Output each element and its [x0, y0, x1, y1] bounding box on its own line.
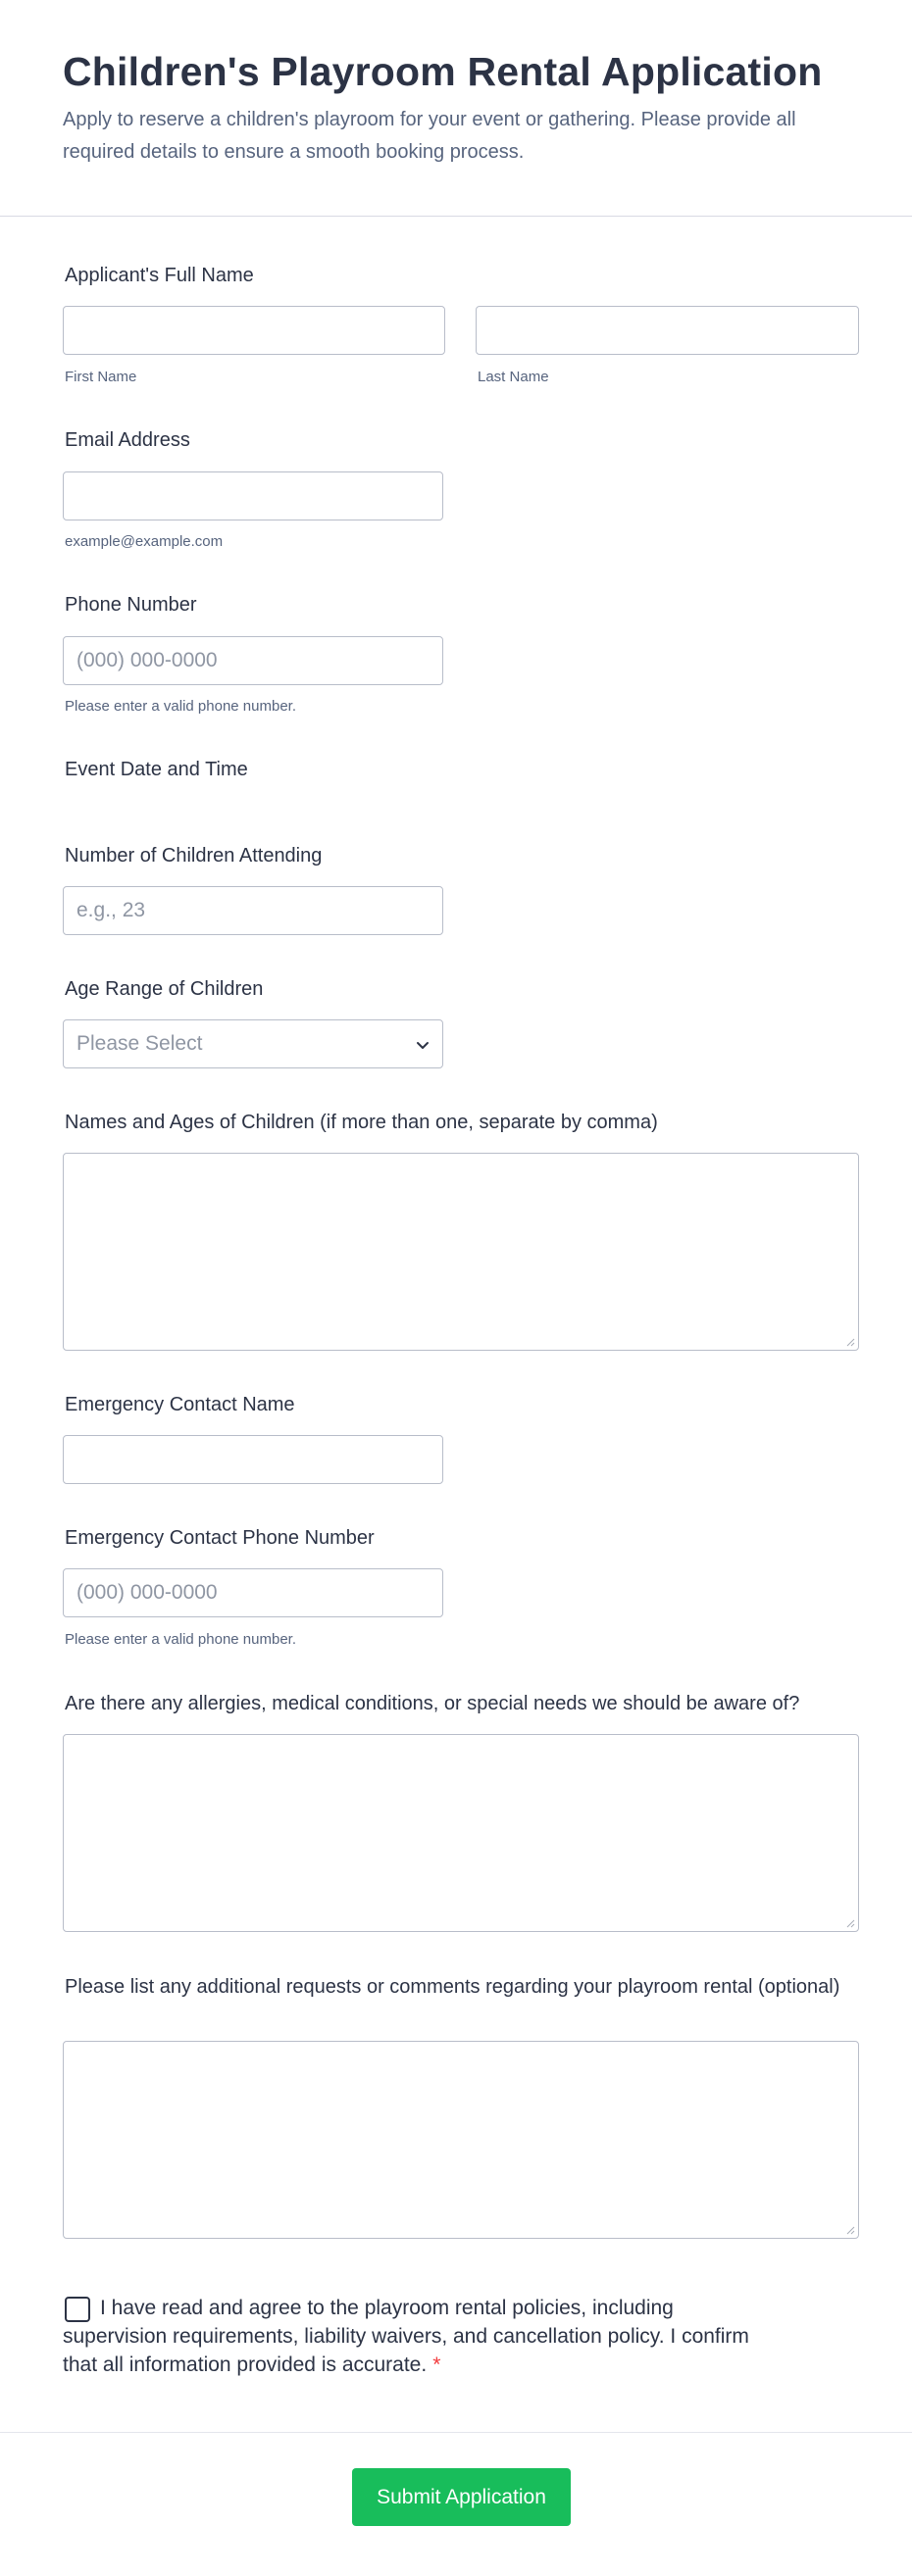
phone-sublabel: Please enter a valid phone number.: [65, 698, 296, 715]
emergency-phone-input[interactable]: [63, 1568, 443, 1617]
full-name-label: Applicant's Full Name: [65, 265, 254, 286]
children-count-label: Number of Children Attending: [65, 845, 323, 867]
required-asterisk: *: [432, 2353, 441, 2376]
emergency-name-label: Emergency Contact Name: [65, 1394, 295, 1415]
submit-button[interactable]: Submit Application: [352, 2468, 571, 2526]
emergency-phone-label: Emergency Contact Phone Number: [65, 1527, 375, 1549]
children-names-label: Names and Ages of Children (if more than one, separate by comma): [65, 1112, 658, 1133]
email-sublabel: example@example.com: [65, 533, 224, 550]
medical-textarea[interactable]: [63, 1734, 859, 1932]
age-range-label: Age Range of Children: [65, 978, 264, 1000]
email-label: Email Address: [65, 429, 190, 451]
first-name-sublabel: First Name: [65, 369, 137, 385]
medical-label: Are there any allergies, medical conditions, or special needs we should be aware of?: [65, 1693, 800, 1714]
phone-input[interactable]: [63, 636, 443, 685]
age-range-selected-value: Please Select: [76, 1032, 203, 1055]
first-name-input[interactable]: [63, 306, 445, 355]
consent-text: [63, 2294, 769, 2379]
resize-grip-icon[interactable]: [845, 2225, 855, 2235]
event-datetime-label: Event Date and Time: [65, 759, 248, 780]
resize-grip-icon[interactable]: [845, 1918, 855, 1928]
requests-textarea[interactable]: [63, 2041, 859, 2239]
last-name-sublabel: Last Name: [478, 369, 549, 385]
chevron-down-icon: [415, 1037, 431, 1053]
consent-label: I have read and agree to the playroom rental policies, including supervision requirements, liability waivers, and cancellation policy. I confirm that all information provided is accurate.: [63, 2297, 749, 2376]
resize-grip-icon[interactable]: [845, 1337, 855, 1347]
children-names-textarea[interactable]: [63, 1153, 859, 1351]
email-input[interactable]: [63, 471, 443, 520]
children-count-input[interactable]: [63, 886, 443, 935]
page-subtitle: Apply to reserve a children's playroom for your event or gathering. Please provide all required details to ensure a smooth booking process.: [63, 109, 796, 163]
requests-label: Please list any additional requests or comments regarding your playroom rental (optional): [65, 1976, 840, 1998]
page-title: Children's Playroom Rental Application: [63, 49, 823, 94]
form-header: [0, 0, 912, 217]
last-name-input[interactable]: [476, 306, 859, 355]
phone-label: Phone Number: [65, 594, 197, 616]
footer-divider: [0, 2432, 912, 2433]
emergency-phone-sublabel: Please enter a valid phone number.: [65, 1631, 296, 1648]
age-range-select[interactable]: [63, 1019, 443, 1068]
emergency-name-input[interactable]: [63, 1435, 443, 1484]
